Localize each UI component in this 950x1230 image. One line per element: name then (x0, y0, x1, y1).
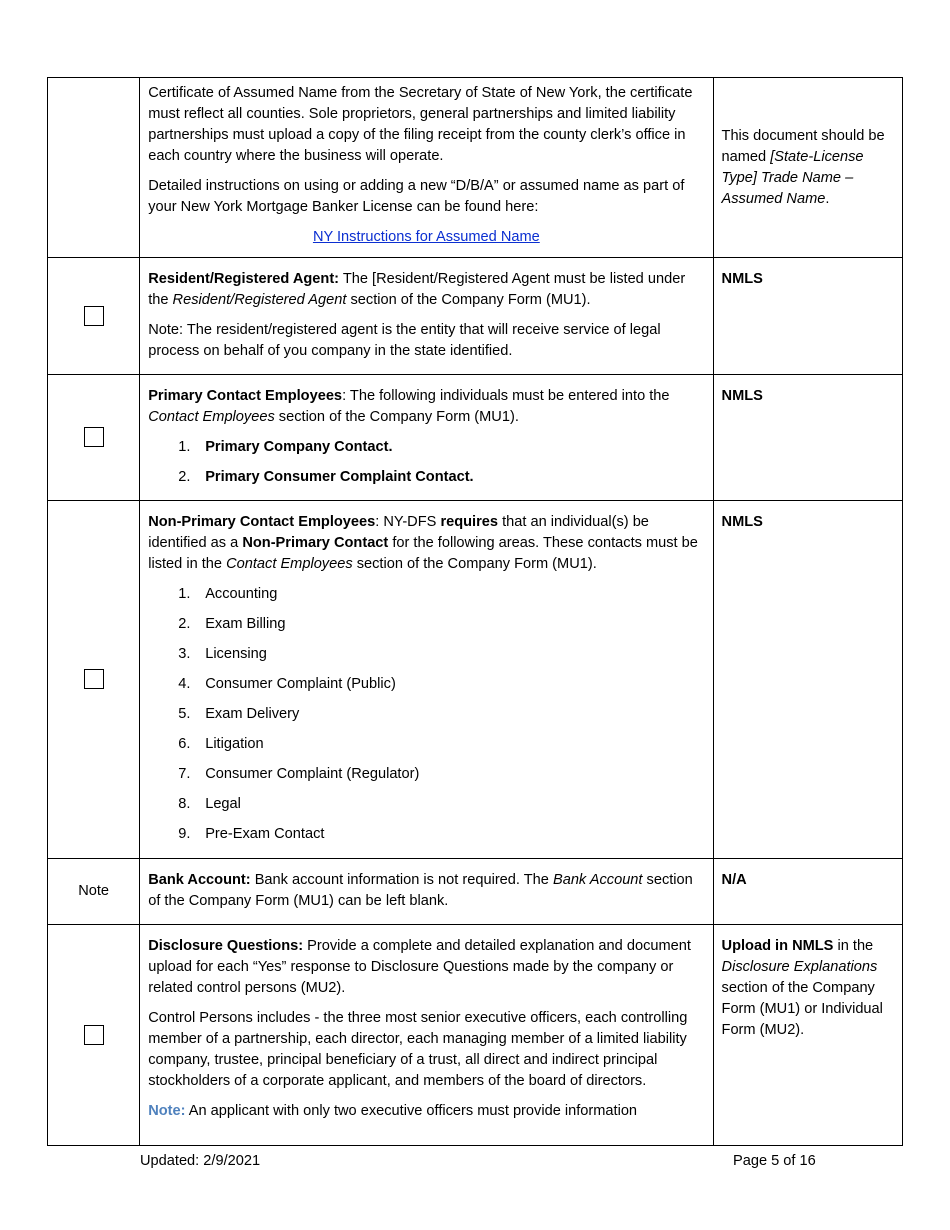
list-item: 1. Accounting (178, 586, 278, 602)
disclosure-note: Note: An applicant with only two executive officers must provide information (148, 1103, 638, 1119)
assumed-name-paragraph: Certificate of Assumed Name from the Secretary of State of New York, the certificate must reflect all counties. Sole proprietors, general partnerships and limited liability partnerships must upload a copy of the filing receipt from the county clerk’s office in each country where the business will operate. (148, 85, 693, 164)
list-item: 9. Pre-Exam Contact (178, 826, 325, 842)
instructions-paragraph: Detailed instructions on using or adding a new “D/B/A” or assumed name as part of your New York Mortgage Banker License can be found here: (148, 178, 685, 215)
checkbox-cell (48, 258, 140, 375)
requirement-cell (140, 501, 713, 859)
where-cell (713, 375, 902, 501)
row-marker-cell (48, 78, 140, 258)
requirement-cell (140, 78, 713, 258)
where-cell (713, 78, 902, 258)
list-item: 8. Legal (178, 796, 241, 812)
footer-page-number: Page 5 of 16 (733, 1153, 816, 1169)
row-disclosure-questions (48, 925, 903, 1146)
disclosure-text: Disclosure Questions: Provide a complete and detailed explanation and document upload for each “Yes” response to Disclosure Questions made by the company or related control persons (MU2). (148, 938, 691, 996)
list-item: 4. Consumer Complaint (Public) (178, 676, 396, 692)
bank-account-text: Bank Account: Bank account information is not required. The Bank Account section of the Company Form (MU1) can be left blank. (148, 872, 693, 909)
location-label: N/A (721, 872, 747, 888)
list-item: 5. Exam Delivery (178, 706, 300, 722)
checkbox-cell (48, 501, 140, 859)
where-cell (713, 925, 902, 1146)
row-registered-agent (48, 258, 903, 375)
row-assumed-name (48, 78, 903, 258)
requirement-cell (140, 375, 713, 501)
non-primary-contacts-text: Non-Primary Contact Employees: NY-DFS requires that an individual(s) be identified as a Non-Primary Contact for the following areas. These contacts must be listed in the Contact Employees section of the Company Form (MU1). (148, 514, 698, 572)
primary-contacts-text: Primary Contact Employees: The following individuals must be entered into the Contact Employees section of the Company Form (MU1). (148, 388, 670, 425)
non-primary-contacts-list (148, 584, 704, 845)
location-label: NMLS (721, 271, 763, 287)
row-non-primary-contacts (48, 501, 903, 859)
list-item: 6. Litigation (178, 736, 264, 752)
registered-agent-checkbox[interactable] (84, 306, 104, 326)
where-cell (713, 501, 902, 859)
registered-agent-text: Resident/Registered Agent: The [Resident/Registered Agent must be listed under the Resident/Registered Agent section of the Company Form (MU1). (148, 271, 686, 308)
list-item: 7. Consumer Complaint (Regulator) (178, 766, 420, 782)
checkbox-cell (48, 925, 140, 1146)
checkbox-cell (48, 375, 140, 501)
list-item: 3. Licensing (178, 646, 267, 662)
disclosure-questions-checkbox[interactable] (84, 1025, 104, 1045)
list-item: 1. Primary Company Contact. (178, 439, 393, 455)
list-item: 2. Primary Consumer Complaint Contact. (178, 469, 474, 485)
requirement-cell (140, 859, 713, 925)
row-bank-account (48, 859, 903, 925)
where-cell (713, 859, 902, 925)
registered-agent-note: Note: The resident/registered agent is the entity that will receive service of legal process on behalf of you company in the state identified. (148, 322, 661, 359)
footer-updated: Updated: 2/9/2021 (140, 1153, 261, 1169)
naming-instruction: This document should be named [State-License Type] Trade Name – Assumed Name. (721, 127, 885, 207)
note-label: Note (48, 859, 140, 925)
primary-contacts-list (148, 437, 704, 488)
requirement-cell (140, 925, 713, 1146)
requirements-table (47, 77, 903, 1146)
row-primary-contacts (48, 375, 903, 501)
control-persons-text: Control Persons includes - the three most senior executive officers, each controlling member of a partnership, each director, each managing member of a limited liability company, trustee, principal beneficiary of a trust, all direct and indirect principal stockholders of a corporate applicant, and members of the board of directors. (148, 1010, 688, 1089)
location-label: NMLS (721, 514, 763, 530)
where-cell (713, 258, 902, 375)
requirement-cell (140, 258, 713, 375)
list-item: 2. Exam Billing (178, 616, 286, 632)
location-label: NMLS (721, 388, 763, 404)
ny-instructions-link[interactable]: NY Instructions for Assumed Name (312, 229, 540, 245)
primary-contacts-checkbox[interactable] (84, 427, 104, 447)
non-primary-contacts-checkbox[interactable] (84, 669, 104, 689)
upload-instruction: Upload in NMLS in the Disclosure Explanations section of the Company Form (MU1) or Individual Form (MU2). (721, 938, 883, 1038)
